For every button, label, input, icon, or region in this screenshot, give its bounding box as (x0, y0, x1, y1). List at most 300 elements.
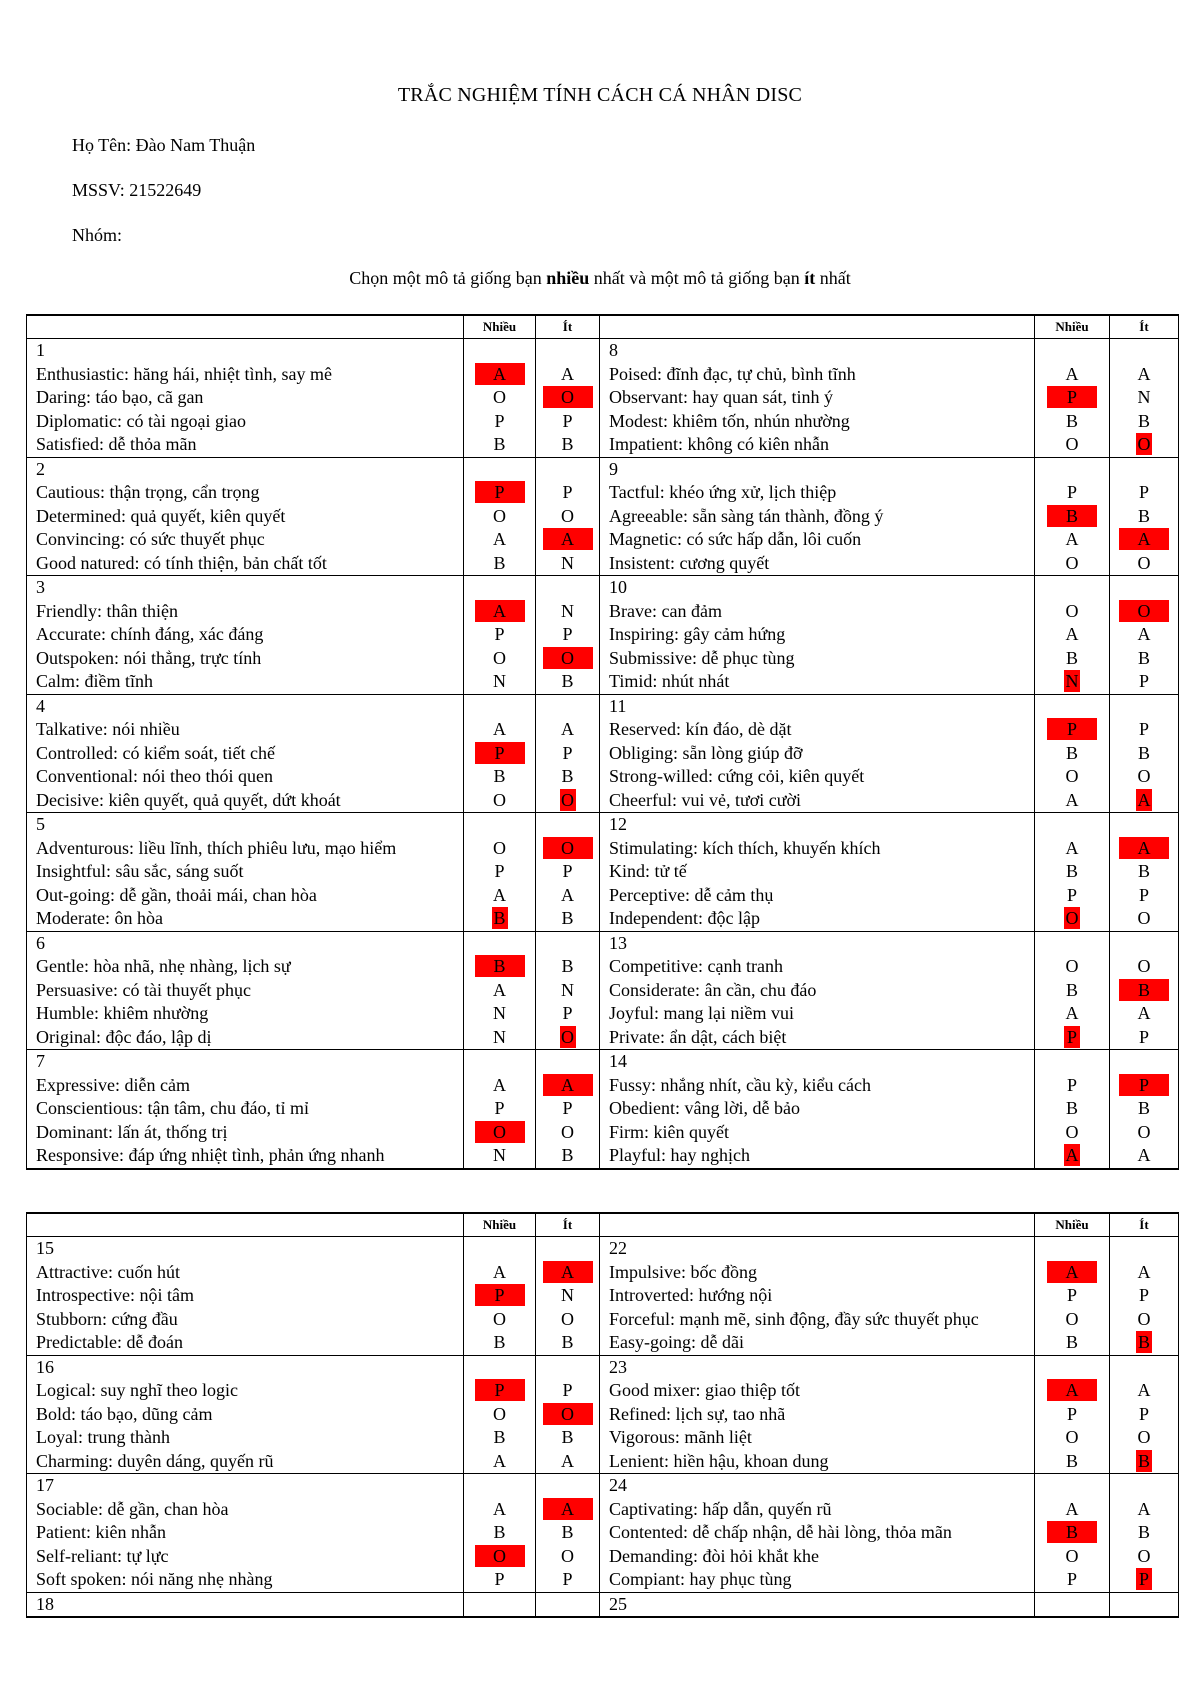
question-description-cell (27, 1355, 464, 1474)
least-answer: P (1138, 1285, 1149, 1305)
least-line (536, 907, 599, 931)
least-answer: N (561, 979, 574, 1000)
trait-description: Humble: khiêm nhường (36, 1003, 209, 1023)
least-line (1110, 552, 1178, 576)
question-row (27, 1237, 1179, 1356)
most-answer: B (1065, 742, 1078, 763)
least-answer: B (561, 1427, 574, 1447)
least-answer: A (1137, 1380, 1151, 1400)
least-line (1110, 1284, 1178, 1308)
question-description-cell (27, 576, 464, 695)
most-answer: N (493, 1145, 506, 1165)
most-answer-cell (464, 1355, 536, 1474)
question-number: 13 (609, 932, 627, 953)
least-line (536, 363, 599, 387)
least-answer: B (561, 434, 574, 454)
most-line (1035, 505, 1109, 529)
header-row (27, 1213, 1179, 1237)
trait-description: Self-reliant: tự lực (36, 1545, 169, 1566)
least-line (1110, 528, 1178, 552)
least-answer: P (1138, 671, 1149, 691)
most-answer: N (493, 671, 506, 691)
most-line (1035, 1568, 1109, 1592)
selected-most-answer: A (475, 363, 525, 385)
header-blank (27, 315, 464, 339)
spacer (464, 576, 535, 600)
most-answer-cell (1035, 931, 1110, 1050)
least-answer: O (1137, 1427, 1151, 1447)
most-answer: B (1065, 1098, 1078, 1118)
selected-most-answer: A (475, 600, 525, 622)
least-line (1110, 1261, 1178, 1285)
question-description-cell (600, 457, 1035, 576)
most-line (1035, 481, 1109, 505)
trait-description: Attractive: cuốn hút (36, 1261, 180, 1282)
header-blank (27, 1213, 464, 1237)
trait-description: Fussy: nhắng nhít, cầu kỳ, kiểu cách (609, 1074, 871, 1095)
selected-most-answer: A (1047, 1379, 1097, 1401)
question-row (27, 694, 1179, 813)
instruction-part2: nhất và một mô tả giống bạn (589, 268, 805, 288)
least-answer: A (1137, 624, 1151, 644)
question-description-cell (27, 813, 464, 932)
least-line (536, 528, 599, 552)
trait-description: Convincing: có sức thuyết phục (36, 529, 265, 549)
question-number: 14 (609, 1051, 627, 1071)
most-answer: A (493, 1074, 506, 1095)
least-answer-cell (1110, 931, 1179, 1050)
least-answer-cell (536, 1474, 600, 1593)
least-line (1110, 1379, 1178, 1403)
trait-description: Impatient: không có kiên nhẫn (609, 434, 829, 454)
least-line (536, 481, 599, 505)
most-answer: B (493, 552, 506, 573)
least-answer: B (561, 1522, 574, 1542)
least-answer: B (561, 1332, 574, 1352)
most-answer: B (1065, 861, 1078, 881)
spacer (1110, 695, 1178, 719)
question-description-cell (27, 339, 464, 458)
trait-description: Friendly: thân thiện (36, 600, 178, 621)
least-line (536, 1450, 599, 1474)
most-answer-cell (1035, 1474, 1110, 1593)
spacer (1110, 1474, 1178, 1498)
least-line (1110, 600, 1178, 624)
spacer (464, 932, 535, 956)
most-line (1035, 907, 1109, 931)
least-line (536, 1331, 599, 1355)
most-answer-cell (464, 1050, 536, 1169)
most-line (464, 505, 535, 529)
most-line (464, 647, 535, 671)
instruction-bold-most: nhiều (546, 268, 590, 288)
least-answer: A (1137, 1145, 1151, 1165)
least-answer: P (562, 1380, 573, 1400)
least-line (536, 1308, 599, 1332)
header-blank (600, 1213, 1035, 1237)
least-answer: O (1137, 956, 1151, 976)
selected-most-answer: O (475, 1545, 525, 1567)
selected-least-answer: O (543, 647, 593, 669)
most-answer: A (1065, 837, 1079, 858)
question-row (27, 1355, 1179, 1474)
spacer (1035, 576, 1109, 600)
least-line (1110, 670, 1178, 694)
most-answer-cell (1035, 1237, 1110, 1356)
least-line (536, 410, 599, 434)
selected-least-answer: B (1137, 1450, 1150, 1471)
most-answer-cell (464, 1237, 536, 1356)
trait-description: Conventional: nói theo thói quen (36, 766, 273, 786)
header-most: Nhiều (1035, 1213, 1110, 1237)
least-answer: O (1137, 1121, 1151, 1142)
least-answer: A (1137, 1261, 1151, 1282)
least-line (1110, 410, 1178, 434)
most-answer-cell (1035, 1592, 1110, 1617)
question-description-cell (27, 1237, 464, 1356)
least-line (1110, 979, 1178, 1003)
most-line (464, 1261, 535, 1285)
least-line (1110, 386, 1178, 410)
question-number: 4 (36, 695, 45, 716)
least-answer: B (561, 766, 574, 786)
spacer (1035, 458, 1109, 482)
question-description-cell (27, 457, 464, 576)
least-line (1110, 1426, 1178, 1450)
least-line (536, 1426, 599, 1450)
trait-description: Introverted: hướng nội (609, 1285, 773, 1305)
least-answer: P (562, 1098, 573, 1118)
most-line (464, 1379, 535, 1403)
trait-description: Cautious: thận trọng, cẩn trọng (36, 482, 260, 502)
most-line (1035, 1331, 1109, 1355)
spacer (536, 458, 599, 482)
least-answer: B (1137, 861, 1150, 881)
least-line (1110, 481, 1178, 505)
question-number: 15 (36, 1238, 54, 1258)
least-line (536, 765, 599, 789)
most-line (1035, 1426, 1109, 1450)
least-answer: O (1137, 1545, 1151, 1566)
least-line (536, 1498, 599, 1522)
most-answer: P (494, 1569, 505, 1589)
least-answer-cell (536, 576, 600, 695)
least-answer-cell (536, 1592, 600, 1617)
least-line (1110, 837, 1178, 861)
question-number: 16 (36, 1356, 54, 1377)
least-answer: O (561, 1308, 574, 1329)
most-answer: N (493, 1003, 506, 1023)
trait-description: Bold: táo bạo, dũng cảm (36, 1403, 213, 1424)
most-line (464, 1121, 535, 1145)
question-number: 23 (609, 1356, 627, 1377)
least-answer: P (562, 742, 573, 763)
trait-description: Competitive: cạnh tranh (609, 956, 783, 976)
trait-description: Playful: hay nghịch (609, 1145, 750, 1165)
least-answer: P (562, 1569, 573, 1589)
question-number: 17 (36, 1475, 54, 1495)
trait-description: Logical: suy nghĩ theo logic (36, 1380, 238, 1400)
least-line (536, 718, 599, 742)
most-line (1035, 600, 1109, 624)
trait-description: Independent: độc lập (609, 908, 760, 928)
least-line (1110, 1403, 1178, 1427)
most-answer: A (1065, 363, 1079, 384)
trait-description: Contented: dễ chấp nhận, dễ hài lòng, thỏa mãn (609, 1522, 952, 1542)
spacer (1035, 1237, 1109, 1261)
least-line (536, 1403, 599, 1427)
question-number: 2 (36, 458, 45, 479)
least-line (536, 1074, 599, 1098)
spacer (1035, 1474, 1109, 1498)
spacer (1110, 458, 1178, 482)
most-answer-cell (1035, 1355, 1110, 1474)
least-answer: P (1138, 719, 1149, 739)
trait-description: Determined: quả quyết, kiên quyết (36, 505, 286, 526)
question-row (27, 576, 1179, 695)
most-answer: A (493, 529, 506, 549)
trait-description: Out-going: dễ gần, thoải mái, chan hòa (36, 884, 317, 905)
most-line (464, 1450, 535, 1474)
trait-description: Outspoken: nói thẳng, trực tính (36, 647, 262, 668)
question-number: 11 (609, 695, 627, 716)
question-description-cell (27, 1474, 464, 1593)
most-answer-cell (1035, 694, 1110, 813)
question-row (27, 457, 1179, 576)
most-answer: A (493, 884, 506, 905)
most-line (464, 363, 535, 387)
least-answer: P (562, 410, 573, 431)
question-number: 5 (36, 814, 45, 834)
selected-most-answer: B (1047, 505, 1097, 527)
most-line (1035, 1308, 1109, 1332)
header-least: Ít (1110, 1213, 1179, 1237)
selected-most-answer: B (493, 908, 506, 928)
most-line (1035, 670, 1109, 694)
most-answer: B (493, 766, 506, 786)
trait-description: Compiant: hay phục tùng (609, 1569, 792, 1589)
most-line (1035, 1450, 1109, 1474)
trait-description: Obliging: sẵn lòng giúp đỡ (609, 742, 803, 763)
question-description-cell (600, 694, 1035, 813)
least-line (1110, 1568, 1178, 1592)
trait-description: Submissive: dễ phục tùng (609, 647, 795, 668)
least-line (1110, 765, 1178, 789)
least-line (1110, 623, 1178, 647)
question-number: 9 (609, 458, 618, 479)
most-line (1035, 884, 1109, 908)
least-answer: O (561, 505, 574, 526)
spacer (464, 339, 535, 363)
least-answer: B (1137, 1522, 1150, 1542)
trait-description: Introspective: nội tâm (36, 1285, 194, 1305)
trait-description: Insightful: sâu sắc, sáng suốt (36, 861, 244, 881)
most-answer: A (493, 1261, 506, 1282)
selected-least-answer: A (1119, 528, 1169, 550)
most-answer-cell (1035, 1050, 1110, 1169)
trait-description: Magnetic: có sức hấp dẫn, lôi cuốn (609, 529, 862, 549)
trait-description: Adventurous: liều lĩnh, thích phiêu lưu, mạo hiểm (36, 837, 397, 858)
trait-description: Sociable: dễ gần, chan hòa (36, 1498, 229, 1519)
most-answer-cell (464, 694, 536, 813)
selected-most-answer: B (475, 955, 525, 977)
spacer (536, 1474, 599, 1498)
least-answer-cell (1110, 1050, 1179, 1169)
trait-description: Good mixer: giao thiệp tốt (609, 1380, 800, 1400)
most-line (1035, 718, 1109, 742)
spacer (1110, 932, 1178, 956)
least-answer: O (561, 1545, 574, 1566)
most-answer-cell (464, 576, 536, 695)
least-answer: B (1137, 742, 1150, 763)
trait-description: Private: ẩn dật, cách biệt (609, 1026, 787, 1047)
most-line (464, 670, 535, 694)
most-answer-cell (464, 1592, 536, 1617)
question-description-cell (27, 1592, 464, 1617)
most-line (464, 907, 535, 931)
question-number: 6 (36, 932, 45, 953)
most-answer: O (493, 837, 506, 858)
most-answer: B (493, 1522, 506, 1542)
least-answer: P (1138, 482, 1149, 502)
trait-description: Tactful: khéo ứng xử, lịch thiệp (609, 482, 837, 502)
most-answer: O (1065, 956, 1079, 976)
most-answer: O (1065, 552, 1079, 573)
selected-least-answer: O (561, 789, 574, 810)
least-line (1110, 860, 1178, 884)
question-number: 24 (609, 1475, 627, 1495)
least-answer: O (1137, 908, 1151, 928)
most-answer: P (1066, 1569, 1077, 1589)
least-answer: P (562, 482, 573, 502)
least-answer-cell (536, 813, 600, 932)
least-line (1110, 1308, 1178, 1332)
trait-description: Diplomatic: có tài ngoại giao (36, 410, 246, 431)
least-answer-cell (536, 931, 600, 1050)
most-line (1035, 1026, 1109, 1050)
most-answer: B (1065, 410, 1078, 431)
most-answer: O (493, 789, 506, 810)
most-answer: A (493, 1498, 506, 1519)
most-line (1035, 789, 1109, 813)
least-answer: P (1138, 1403, 1149, 1424)
trait-description: Inspiring: gây cảm hứng (609, 624, 786, 644)
least-answer: N (561, 552, 574, 573)
least-line (536, 433, 599, 457)
spacer (1035, 695, 1109, 719)
least-line (1110, 1121, 1178, 1145)
most-answer-cell (464, 813, 536, 932)
trait-description: Forceful: mạnh mẽ, sinh động, đầy sức thuyết phục (609, 1308, 979, 1329)
most-answer: O (493, 1308, 506, 1329)
trait-description: Strong-willed: cứng cỏi, kiên quyết (609, 766, 865, 786)
most-line (464, 955, 535, 979)
trait-description: Enthusiastic: hăng hái, nhiệt tình, say mê (36, 363, 332, 384)
header-least: Ít (1110, 315, 1179, 339)
least-answer-cell (536, 339, 600, 458)
question-description-cell (600, 1474, 1035, 1593)
least-answer-cell (536, 694, 600, 813)
question-row (27, 1474, 1179, 1593)
question-number: 1 (36, 340, 45, 360)
most-line (1035, 1144, 1109, 1168)
trait-description: Original: độc đáo, lập dị (36, 1026, 212, 1047)
most-line (1035, 1074, 1109, 1098)
trait-description: Good natured: có tính thiện, bản chất tốt (36, 552, 327, 573)
least-answer: B (561, 956, 574, 976)
spacer (536, 1356, 599, 1380)
most-line (464, 528, 535, 552)
most-answer: O (1065, 1308, 1079, 1329)
header-most: Nhiều (464, 315, 536, 339)
spacer (464, 1050, 535, 1074)
spacer (1110, 339, 1178, 363)
spacer (464, 813, 535, 837)
most-answer: A (1065, 624, 1079, 644)
most-line (464, 1002, 535, 1026)
least-answer-cell (1110, 1474, 1179, 1593)
least-line (1110, 907, 1178, 931)
question-description-cell (600, 1050, 1035, 1169)
trait-description: Cheerful: vui vẻ, tươi cười (609, 789, 802, 810)
most-answer: A (493, 979, 506, 1000)
most-answer: O (1065, 600, 1079, 621)
most-line (464, 718, 535, 742)
question-row (27, 931, 1179, 1050)
least-answer-cell (1110, 576, 1179, 695)
least-answer-cell (1110, 694, 1179, 813)
most-answer: P (494, 410, 505, 431)
selected-least-answer: B (1137, 1332, 1150, 1352)
group-label: Nhóm: (72, 225, 123, 245)
most-line (1035, 1097, 1109, 1121)
spacer (536, 1050, 599, 1074)
disc-table-2 (26, 1212, 1179, 1618)
spacer (536, 339, 599, 363)
most-answer: A (493, 719, 506, 739)
question-number: 22 (609, 1238, 627, 1258)
most-answer: P (1066, 1285, 1077, 1305)
most-answer: O (493, 505, 506, 526)
selected-least-answer: O (543, 837, 593, 859)
most-line (1035, 528, 1109, 552)
trait-description: Charming: duyên dáng, quyến rũ (36, 1450, 274, 1471)
least-line (536, 552, 599, 576)
least-line (1110, 1026, 1178, 1050)
most-line (464, 789, 535, 813)
document-title: TRẮC NGHIỆM TÍNH CÁCH CÁ NHÂN DISC (397, 84, 803, 106)
most-line (1035, 765, 1109, 789)
least-line (1110, 955, 1178, 979)
trait-description: Timid: nhút nhát (609, 671, 730, 691)
least-answer-cell (1110, 1592, 1179, 1617)
least-line (1110, 647, 1178, 671)
trait-description: Loyal: trung thành (36, 1427, 170, 1447)
least-answer: P (1138, 1026, 1149, 1047)
question-row (27, 1592, 1179, 1617)
least-line (1110, 433, 1178, 457)
most-answer: O (1065, 1545, 1079, 1566)
spacer (1035, 813, 1109, 837)
most-answer: A (493, 1450, 506, 1471)
spacer (1110, 1356, 1178, 1380)
least-answer-cell (536, 457, 600, 576)
most-line (464, 1568, 535, 1592)
least-line (536, 1097, 599, 1121)
spacer (536, 813, 599, 837)
most-line (464, 623, 535, 647)
least-line (536, 1026, 599, 1050)
